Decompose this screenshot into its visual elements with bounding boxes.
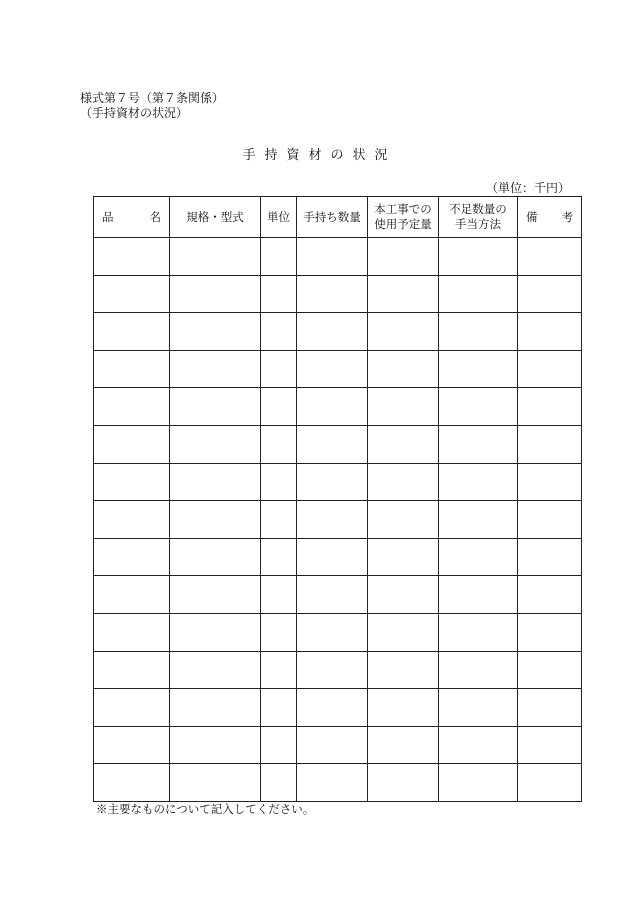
shortage-cell[interactable] [439, 350, 518, 388]
unit-cell[interactable] [261, 313, 297, 351]
col-remarks-left: 備 [526, 209, 538, 224]
spec-model-cell[interactable] [170, 651, 261, 689]
col-item-name-right: 名 [149, 209, 161, 224]
remarks-cell[interactable] [518, 576, 582, 614]
quantity-on-hand-cell[interactable] [297, 576, 368, 614]
shortage-cell[interactable] [439, 538, 518, 576]
item-name-cell[interactable] [94, 275, 170, 313]
planned-use-cell[interactable] [368, 275, 439, 313]
col-shortage-line2: 手当方法 [455, 217, 501, 231]
planned-use-cell[interactable] [368, 463, 439, 501]
remarks-cell[interactable] [518, 425, 582, 463]
table-row [94, 764, 582, 802]
remarks-cell[interactable] [518, 726, 582, 764]
remarks-cell[interactable] [518, 651, 582, 689]
col-remarks [518, 197, 582, 238]
shortage-cell[interactable] [439, 726, 518, 764]
shortage-cell[interactable] [439, 313, 518, 351]
unit-cell[interactable] [261, 425, 297, 463]
item-name-cell[interactable] [94, 576, 170, 614]
planned-use-cell[interactable] [368, 764, 439, 802]
planned-use-cell[interactable] [368, 388, 439, 426]
unit-cell[interactable] [261, 238, 297, 276]
spec-model-cell[interactable] [170, 576, 261, 614]
remarks-cell[interactable] [518, 388, 582, 426]
shortage-cell[interactable] [439, 238, 518, 276]
item-name-cell[interactable] [94, 651, 170, 689]
table-row [94, 238, 582, 276]
table-row [94, 425, 582, 463]
unit-cell[interactable] [261, 501, 297, 539]
remarks-cell[interactable] [518, 238, 582, 276]
col-item-name-left: 品 [102, 209, 114, 224]
planned-use-cell[interactable] [368, 726, 439, 764]
spec-model-cell[interactable] [170, 425, 261, 463]
table-header-row [94, 197, 582, 238]
col-remarks-right: 考 [561, 209, 573, 224]
item-name-cell[interactable] [94, 388, 170, 426]
unit-cell[interactable] [261, 613, 297, 651]
quantity-on-hand-cell[interactable] [297, 425, 368, 463]
table-row [94, 275, 582, 313]
col-shortage-line1: 不足数量の [449, 202, 507, 216]
spec-model-cell[interactable] [170, 726, 261, 764]
form-number: 様式第７号（第７条関係） [80, 91, 225, 105]
quantity-on-hand-cell[interactable] [297, 613, 368, 651]
remarks-cell[interactable] [518, 689, 582, 727]
unit-cell[interactable] [261, 689, 297, 727]
table-row [94, 538, 582, 576]
item-name-cell[interactable] [94, 350, 170, 388]
table-body [94, 238, 582, 802]
shortage-cell[interactable] [439, 501, 518, 539]
quantity-on-hand-cell[interactable] [297, 501, 368, 539]
item-name-cell[interactable] [94, 613, 170, 651]
quantity-on-hand-cell[interactable] [297, 238, 368, 276]
table-row [94, 350, 582, 388]
col-planned-use-line2: 使用予定量 [374, 217, 432, 231]
quantity-on-hand-cell[interactable] [297, 463, 368, 501]
unit-cell[interactable] [261, 463, 297, 501]
remarks-cell[interactable] [518, 313, 582, 351]
shortage-cell[interactable] [439, 651, 518, 689]
spec-model-cell[interactable] [170, 689, 261, 727]
unit-cell[interactable] [261, 576, 297, 614]
spec-model-cell[interactable] [170, 350, 261, 388]
quantity-on-hand-cell[interactable] [297, 726, 368, 764]
spec-model-cell[interactable] [170, 238, 261, 276]
planned-use-cell[interactable] [368, 501, 439, 539]
form-subtitle: （手持資材の状況） [80, 106, 189, 120]
shortage-cell[interactable] [439, 275, 518, 313]
unit-cell[interactable] [261, 275, 297, 313]
col-planned-use-line1: 本工事での [374, 202, 432, 216]
col-item-name [94, 197, 170, 238]
quantity-on-hand-cell[interactable] [297, 538, 368, 576]
materials-table [93, 196, 582, 802]
item-name-cell[interactable] [94, 726, 170, 764]
table-row [94, 689, 582, 727]
unit-cell[interactable] [261, 651, 297, 689]
quantity-on-hand-cell[interactable] [297, 388, 368, 426]
table-row [94, 613, 582, 651]
shortage-cell[interactable] [439, 425, 518, 463]
remarks-cell[interactable] [518, 463, 582, 501]
remarks-cell[interactable] [518, 275, 582, 313]
spec-model-cell[interactable] [170, 613, 261, 651]
shortage-cell[interactable] [439, 764, 518, 802]
table-row [94, 501, 582, 539]
table-row [94, 463, 582, 501]
quantity-on-hand-cell[interactable] [297, 313, 368, 351]
planned-use-cell[interactable] [368, 538, 439, 576]
quantity-on-hand-cell[interactable] [297, 651, 368, 689]
spec-model-cell[interactable] [170, 275, 261, 313]
planned-use-cell[interactable] [368, 576, 439, 614]
unit-cell[interactable] [261, 388, 297, 426]
spec-model-cell[interactable] [170, 388, 261, 426]
item-name-cell[interactable] [94, 501, 170, 539]
spec-model-cell[interactable] [170, 501, 261, 539]
remarks-cell[interactable] [518, 538, 582, 576]
shortage-cell[interactable] [439, 576, 518, 614]
item-name-cell[interactable] [94, 764, 170, 802]
spec-model-cell[interactable] [170, 463, 261, 501]
planned-use-cell[interactable] [368, 313, 439, 351]
unit-cell[interactable] [261, 538, 297, 576]
table-row [94, 313, 582, 351]
col-planned-use [368, 197, 439, 238]
remarks-cell[interactable] [518, 613, 582, 651]
unit-cell[interactable] [261, 764, 297, 802]
table-row [94, 388, 582, 426]
remarks-cell[interactable] [518, 501, 582, 539]
footnote: ※主要なものについて記入してください。 [96, 802, 315, 816]
remarks-cell[interactable] [518, 764, 582, 802]
item-name-cell[interactable] [94, 463, 170, 501]
item-name-cell[interactable] [94, 689, 170, 727]
remarks-cell[interactable] [518, 350, 582, 388]
planned-use-cell[interactable] [368, 613, 439, 651]
col-quantity-on-hand: 手持ち数量 [297, 197, 368, 238]
quantity-on-hand-cell[interactable] [297, 689, 368, 727]
document-title: 手持資材の状況 [242, 148, 397, 163]
table-row [94, 651, 582, 689]
planned-use-cell[interactable] [368, 689, 439, 727]
planned-use-cell[interactable] [368, 425, 439, 463]
spec-model-cell[interactable] [170, 764, 261, 802]
planned-use-cell[interactable] [368, 350, 439, 388]
spec-model-cell[interactable] [170, 313, 261, 351]
col-shortage [439, 197, 518, 238]
unit-cell[interactable] [261, 726, 297, 764]
shortage-cell[interactable] [439, 463, 518, 501]
planned-use-cell[interactable] [368, 651, 439, 689]
shortage-cell[interactable] [439, 689, 518, 727]
shortage-cell[interactable] [439, 613, 518, 651]
item-name-cell[interactable] [94, 538, 170, 576]
item-name-cell[interactable] [94, 313, 170, 351]
unit-cell[interactable] [261, 350, 297, 388]
shortage-cell[interactable] [439, 388, 518, 426]
quantity-on-hand-cell[interactable] [297, 764, 368, 802]
quantity-on-hand-cell[interactable] [297, 350, 368, 388]
planned-use-cell[interactable] [368, 238, 439, 276]
col-unit: 単位 [261, 197, 297, 238]
item-name-cell[interactable] [94, 425, 170, 463]
item-name-cell[interactable] [94, 238, 170, 276]
spec-model-cell[interactable] [170, 538, 261, 576]
table-row [94, 576, 582, 614]
quantity-on-hand-cell[interactable] [297, 275, 368, 313]
table-row [94, 726, 582, 764]
col-spec-model: 規格・型式 [170, 197, 261, 238]
unit-note: （単位：千円） [485, 181, 570, 195]
